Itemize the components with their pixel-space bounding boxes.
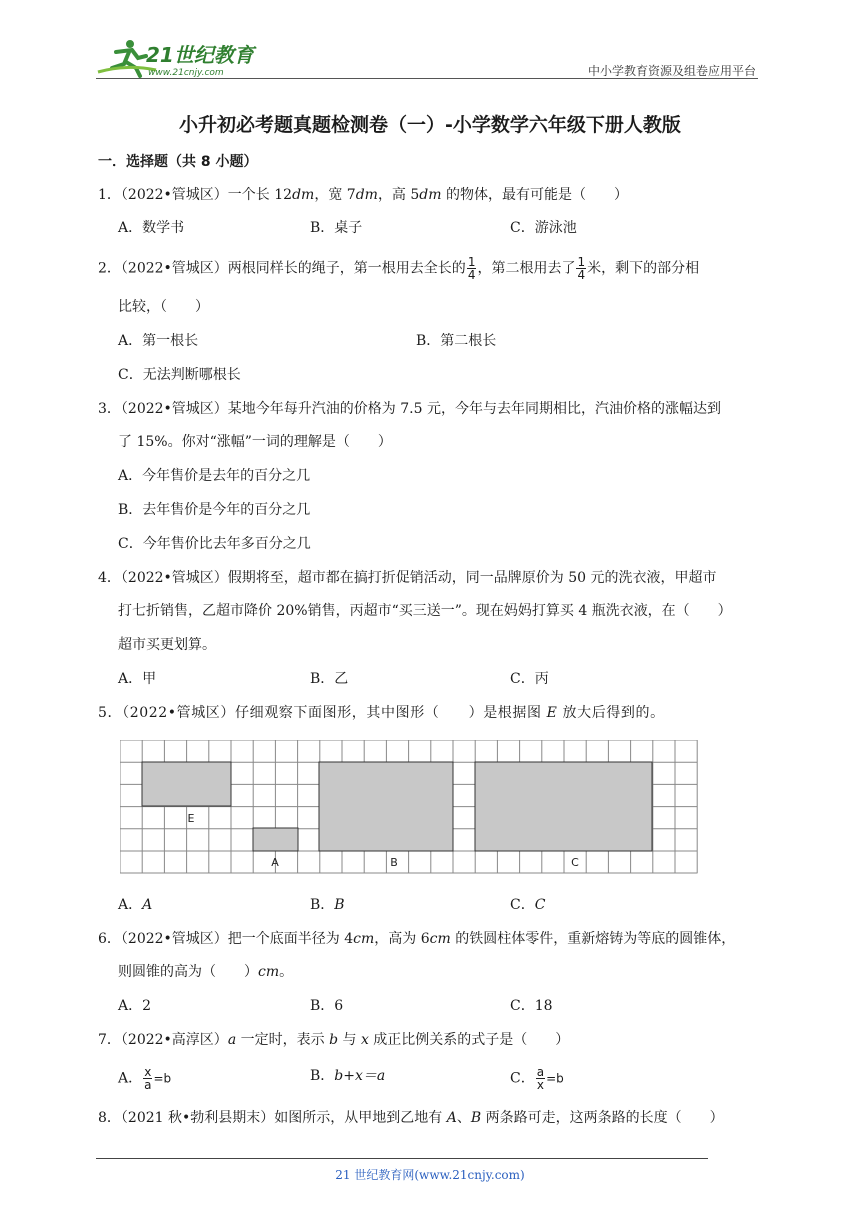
q5-option-b: B．B bbox=[310, 897, 345, 913]
label-e: E bbox=[187, 812, 195, 825]
fraction-one-quarter: $\frac{1}{4}$ bbox=[467, 255, 476, 282]
footer-divider bbox=[96, 1158, 708, 1159]
q1-option-a: A．数学书 bbox=[118, 220, 185, 236]
q2-option-b: B．第二根长 bbox=[416, 333, 497, 349]
shape-b bbox=[319, 762, 453, 851]
question-4-line-3: 超市买更划算。 bbox=[118, 637, 216, 653]
page-title: 小升初必考题真题检测卷（一）-小学数学六年级下册人教版 bbox=[179, 114, 681, 136]
question-number: 5． bbox=[98, 705, 123, 721]
question-7: 7．（2022•高淳区）a 一定时，表示 b 与 x 成正比例关系的式子是（ ） bbox=[98, 1032, 570, 1048]
fraction-one-quarter-meter: $\frac{1}{4}$ bbox=[577, 255, 586, 282]
question-8: 8．（2021 秋•勃利县期末）如图所示，从甲地到乙地有 A、B 两条路可走，这两条路的长度（ ） bbox=[98, 1110, 724, 1126]
header-platform-text: 中小学教育资源及组卷应用平台 bbox=[587, 64, 756, 78]
question-number: 6． bbox=[98, 931, 121, 947]
q3-option-a: A．今年售价是去年的百分之几 bbox=[118, 468, 311, 484]
header-divider bbox=[96, 78, 758, 79]
shape-a bbox=[253, 828, 298, 851]
question-5: 5．（2022•管城区）仔细观察下面图形，其中图形（ ）是根据图 E 放大后得到的。 bbox=[98, 705, 665, 721]
question-2: 2．（2022•管城区）两根同样长的绳子，第一根用去全长的 $\frac{1}{4}$ ，第二根用去了 $\frac{1}{4}$ 米，剩下的部分相 bbox=[98, 255, 700, 282]
question-3-line-2: 了 15%。你对“涨幅”一词的理解是（ ） bbox=[118, 434, 392, 450]
q7-option-c: C． $\frac{a}{x}$ =b bbox=[510, 1065, 564, 1092]
question-3: 3．（2022•管城区）某地今年每升汽油的价格为 7.5 元，今年与去年同期相比，汽油价格的涨幅达到 bbox=[98, 401, 721, 417]
fraction-a-over-x: $\frac{a}{x}$ bbox=[536, 1065, 545, 1092]
section-heading: 一．选择题（共 8 小题） bbox=[98, 154, 258, 170]
logo-url: www.21cnjy.com bbox=[148, 68, 224, 78]
question-6: 6．（2022•管城区）把一个底面半径为 4cm，高为 6cm 的铁圆柱体零件，重新熔铸为等底的圆锥体， bbox=[98, 931, 736, 947]
shape-c bbox=[475, 762, 652, 851]
question-number: 3． bbox=[98, 401, 121, 417]
fraction-x-over-a: $\frac{x}{a}$ bbox=[144, 1065, 152, 1092]
question-number: 1． bbox=[98, 187, 121, 203]
shape-e bbox=[142, 762, 231, 806]
brand-logo bbox=[96, 38, 266, 78]
q4-option-b: B．乙 bbox=[310, 671, 349, 687]
q5-option-c: C．C bbox=[510, 897, 546, 913]
q1-option-c: C．游泳池 bbox=[510, 220, 577, 236]
question-4: 4．（2022•管城区）假期将至，超市都在搞打折促销活动，同一品牌原价为 50 元的洗衣液，甲超市 bbox=[98, 570, 717, 586]
label-c: C bbox=[571, 856, 579, 869]
page-header bbox=[96, 38, 756, 78]
question-4-line-2: 打七折销售，乙超市降价 20%销售，丙超市“买三送一”。现在妈妈打算买 4 瓶洗衣液，在（ ） bbox=[118, 603, 732, 619]
question-number: 7． bbox=[98, 1032, 121, 1048]
q1-option-b: B．桌子 bbox=[310, 220, 363, 236]
q7-option-a: A． $\frac{x}{a}$ =b bbox=[118, 1065, 172, 1092]
question-number: 2． bbox=[98, 260, 121, 277]
q5-option-a: A．A bbox=[118, 897, 153, 913]
q7-option-b: B．b+x＝a bbox=[310, 1068, 386, 1084]
q4-option-c: C．丙 bbox=[510, 671, 549, 687]
q2-option-a: A．第一根长 bbox=[118, 333, 199, 349]
q6-option-c: C．18 bbox=[510, 998, 553, 1014]
q3-option-b: B．去年售价是今年的百分之几 bbox=[118, 502, 311, 518]
q3-option-c: C．今年售价比去年多百分之几 bbox=[118, 536, 311, 552]
q5-grid-figure bbox=[120, 740, 698, 874]
q6-option-a: A．2 bbox=[118, 998, 152, 1014]
logo-text: 21世纪教育 bbox=[146, 43, 254, 67]
q2-option-c: C．无法判断哪根长 bbox=[118, 367, 241, 383]
q4-option-a: A．甲 bbox=[118, 671, 157, 687]
question-6-line-2: 则圆锥的高为（ ）cm。 bbox=[118, 964, 294, 980]
label-b: B bbox=[390, 856, 398, 869]
question-number: 4． bbox=[98, 570, 121, 586]
label-a: A bbox=[271, 856, 279, 869]
question-1: 1．（2022•管城区）一个长 12dm，宽 7dm，高 5dm 的物体，最有可能是（ ） bbox=[98, 187, 628, 203]
footer-text: 21 世纪教育网(www.21cnjy.com) bbox=[335, 1168, 525, 1182]
question-number: 8． bbox=[98, 1110, 121, 1126]
q6-option-b: B．6 bbox=[310, 998, 344, 1014]
question-2-line-2: 比较，（ ） bbox=[118, 299, 209, 315]
